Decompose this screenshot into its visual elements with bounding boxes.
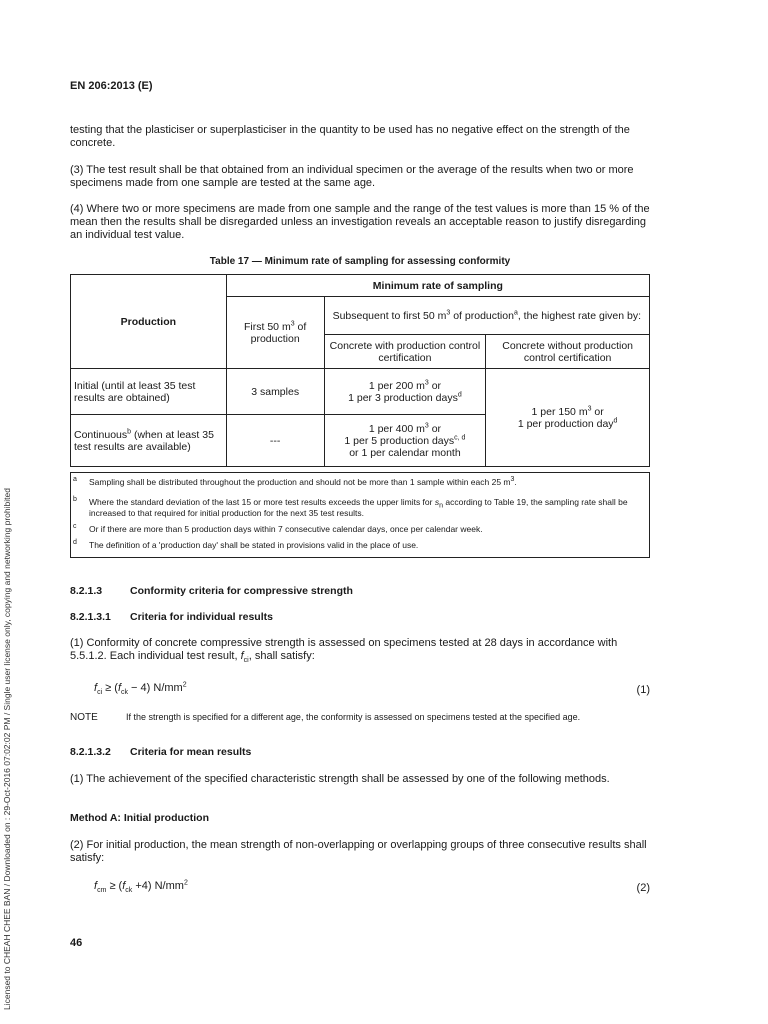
- section-8-2-1-3: 8.2.1.3 Conformity criteria for compressive strength: [70, 585, 353, 597]
- note-paragraph: NOTE If the strength is specified for a different age, the conformity is assessed on specimens tested at the specified age.: [70, 712, 581, 723]
- row-continuous-with-cert: 1 per 400 $m^3$ or 1 per 5 production days$^{c, d}$ or 1 per calendar month: [324, 415, 486, 467]
- sampling-rate-table: [70, 274, 650, 467]
- min-rate-header: Minimum rate of sampling: [226, 275, 649, 297]
- footnote-c: c Or if there are more than 5 production days within 7 consecutive calendar days, once per calendar week.: [73, 523, 483, 534]
- table-title: Table 17 — Minimum rate of sampling for assessing conformity: [209, 256, 511, 267]
- row-initial-first: 3 samples: [226, 369, 324, 415]
- paragraph-3: (3) The test result shall be that obtained from an individual specimen or the average of the results when two or more specimens made from one sample are tested at the same age.: [70, 164, 634, 189]
- method-a-heading: Method A: Initial production: [70, 812, 210, 824]
- paragraph-initial-production: (2) For initial production, the mean strength of non-overlapping or overlapping groups of three consecutive results shall satisfy:: [70, 839, 647, 864]
- with-certification-header: Concrete with production control certification: [324, 335, 486, 369]
- footnote-b: b Where the standard deviation of the last 15 or more test results exceeds the upper limits for $s_n$ according to Table 19, the sampling rate shall be increased to that required for initial production for the next 35 test results.: [73, 496, 628, 518]
- without-cert-value: 1 per 150 $m^3$ or 1 per production day$^d$: [486, 369, 650, 467]
- section-8-2-1-3-1: 8.2.1.3.1 Criteria for individual results: [70, 611, 273, 623]
- row-continuous-label: Continuous$^b$ (when at least 35 test results are available): [71, 415, 227, 467]
- production-header: Production: [71, 275, 227, 369]
- document-header: EN 206:2013 (E): [70, 80, 153, 92]
- first-50-header: First 50 $m^3$ of production: [226, 297, 324, 369]
- table-footnotes: [70, 472, 650, 558]
- page-number: 46: [70, 937, 83, 949]
- formula-1: $f_{ci} \ge (f_{ck} - 4)$ $N/mm^2$: [94, 681, 187, 697]
- section-8-2-1-3-2: 8.2.1.3.2 Criteria for mean results: [70, 746, 252, 758]
- formula-1-number: (1): [636, 684, 650, 696]
- footnote-a: a Sampling shall be distributed throughout the production and should not be more than 1 sample within each 25 $m^3$.: [73, 476, 517, 487]
- formula-2-number: (2): [636, 882, 650, 894]
- paragraph-continuation: testing that the plasticiser or superplasticiser in the quantity to be used has no negative effect on the strength of the concrete.: [70, 124, 630, 149]
- row-continuous-first: ---: [226, 415, 324, 467]
- row-initial-with-cert: 1 per 200 $m^3$ or 1 per 3 production days$^d$: [324, 369, 486, 415]
- row-initial-label: Initial (until at least 35 test results are obtained): [71, 369, 227, 415]
- subsequent-header: Subsequent to first 50 $m^3$ of production$^a$, the highest rate given by:: [324, 297, 649, 335]
- formula-2: $f_{cm} \ge (f_{ck} +4)$ $N/mm^2$: [94, 879, 188, 895]
- paragraph-mean-criteria: (1) The achievement of the specified characteristic strength shall be assessed by one of the following methods.: [70, 773, 610, 785]
- without-certification-header: Concrete without production control certification: [486, 335, 650, 369]
- paragraph-4: (4) Where two or more specimens are made from one sample and the range of the test values is more than 15 % of the mean then the results shall be disregarded unless an investigation reveals an acceptable reason to justify disregarding an individual test value.: [70, 203, 650, 241]
- footnote-d: d The definition of a 'production day' shall be stated in provisions valid in the place of use.: [73, 539, 419, 550]
- paragraph-individual-criteria: (1) Conformity of concrete compressive strength is assessed on specimens tested at 28 days in accordance with 5.5.1.2. Each individual test result, $f_{ci}$, shall satisfy:: [70, 637, 618, 665]
- license-watermark: Licensed to CHEAH CHEE BAN / Downloaded on : 29-Oct-2016 07:02:02 PM / Single user license only, copying and networking prohibited: [2, 488, 12, 1010]
